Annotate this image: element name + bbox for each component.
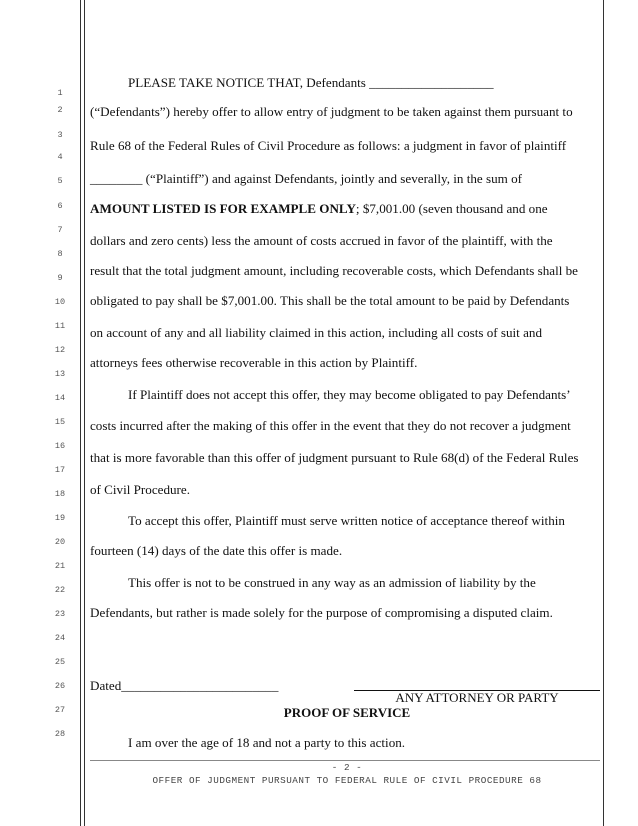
body-line: Defendants, but rather is made solely for the purpose of compromising a disputed claim. — [90, 605, 553, 620]
body-line: I am over the age of 18 and not a party to this action. — [128, 735, 406, 750]
line-number: 14 — [54, 393, 66, 403]
example-amount-notice: AMOUNT LISTED IS FOR EXAMPLE ONLY — [90, 201, 356, 216]
line-number: 9 — [57, 273, 63, 283]
line-number: 25 — [54, 657, 66, 667]
line-number: 6 — [57, 201, 63, 211]
line-number: 27 — [54, 705, 66, 715]
line-number: 15 — [54, 417, 66, 427]
body-line: PLEASE TAKE NOTICE THAT, Defendants ___________________ — [128, 75, 494, 90]
page-number: - 2 - — [331, 762, 363, 773]
line-number: 24 — [54, 633, 66, 643]
left-margin-rule-outer — [80, 0, 81, 826]
line-number: 18 — [54, 489, 66, 499]
dated-line: Dated________________________ — [90, 678, 279, 693]
body-line: (“Defendants”) hereby offer to allow entry of judgment to be taken against them pursuant to — [90, 104, 573, 119]
line-number: 10 — [54, 297, 66, 307]
line-number: 13 — [54, 369, 66, 379]
line-number: 26 — [54, 681, 66, 691]
line-number: 22 — [54, 585, 66, 595]
line-number: 7 — [57, 225, 63, 235]
body-line: This offer is not to be construed in any way as an admission of liability by the — [128, 575, 536, 590]
body-line: fourteen (14) days of the date this offer is made. — [90, 543, 343, 558]
right-margin-rule — [603, 0, 604, 826]
body-line: on account of any and all liability claimed in this action, including all costs of suit and — [90, 325, 542, 340]
line-number: 1 — [57, 88, 63, 98]
body-line: dollars and zero cents) less the amount of costs accrued in favor of the plaintiff, with the — [90, 233, 553, 248]
body-line: To accept this offer, Plaintiff must serve written notice of acceptance thereof within — [128, 513, 565, 528]
footer-title: OFFER OF JUDGMENT PURSUANT TO FEDERAL RULE OF CIVIL PROCEDURE 68 — [152, 775, 542, 786]
body-line: result that the total judgment amount, including recoverable costs, which Defendants shall be — [90, 263, 578, 278]
body-line: Rule 68 of the Federal Rules of Civil Procedure as follows: a judgment in favor of plaintiff — [90, 138, 567, 153]
line-number: 2 — [57, 105, 63, 115]
left-margin-rule-inner — [84, 0, 85, 826]
line-number: 12 — [54, 345, 66, 355]
body-line — [90, 201, 548, 217]
body-line: attorneys fees otherwise recoverable in this action by Plaintiff. — [90, 355, 418, 370]
line-number: 5 — [57, 176, 63, 186]
proof-of-service-heading: PROOF OF SERVICE — [283, 705, 411, 720]
line-number: 21 — [54, 561, 66, 571]
line-number: 8 — [57, 249, 63, 259]
line-number: 28 — [54, 729, 66, 739]
body-line: costs incurred after the making of this offer in the event that they do not recover a judgment — [90, 418, 571, 433]
amount-text: ; $7,001.00 (seven thousand and one — [355, 201, 548, 216]
line-number: 17 — [54, 465, 66, 475]
footer-rule — [90, 760, 600, 761]
line-number: 19 — [54, 513, 66, 523]
line-number: 4 — [57, 152, 63, 162]
line-number: 20 — [54, 537, 66, 547]
body-line: obligated to pay shall be $7,001.00. This shall be the total amount to be paid by Defendants — [90, 293, 570, 308]
line-number: 11 — [54, 321, 66, 331]
body-line: that is more favorable than this offer of judgment pursuant to Rule 68(d) of the Federal Rules — [90, 450, 579, 465]
body-line: ________ (“Plaintiff”) and against Defendants, jointly and severally, in the sum of — [90, 171, 522, 186]
line-number: 16 — [54, 441, 66, 451]
line-number: 23 — [54, 609, 66, 619]
signer-label: ANY ATTORNEY OR PARTY — [395, 690, 559, 705]
body-line: of Civil Procedure. — [90, 482, 190, 497]
body-line: If Plaintiff does not accept this offer, they may become obligated to pay Defendants’ — [128, 387, 571, 402]
line-number: 3 — [57, 130, 63, 140]
